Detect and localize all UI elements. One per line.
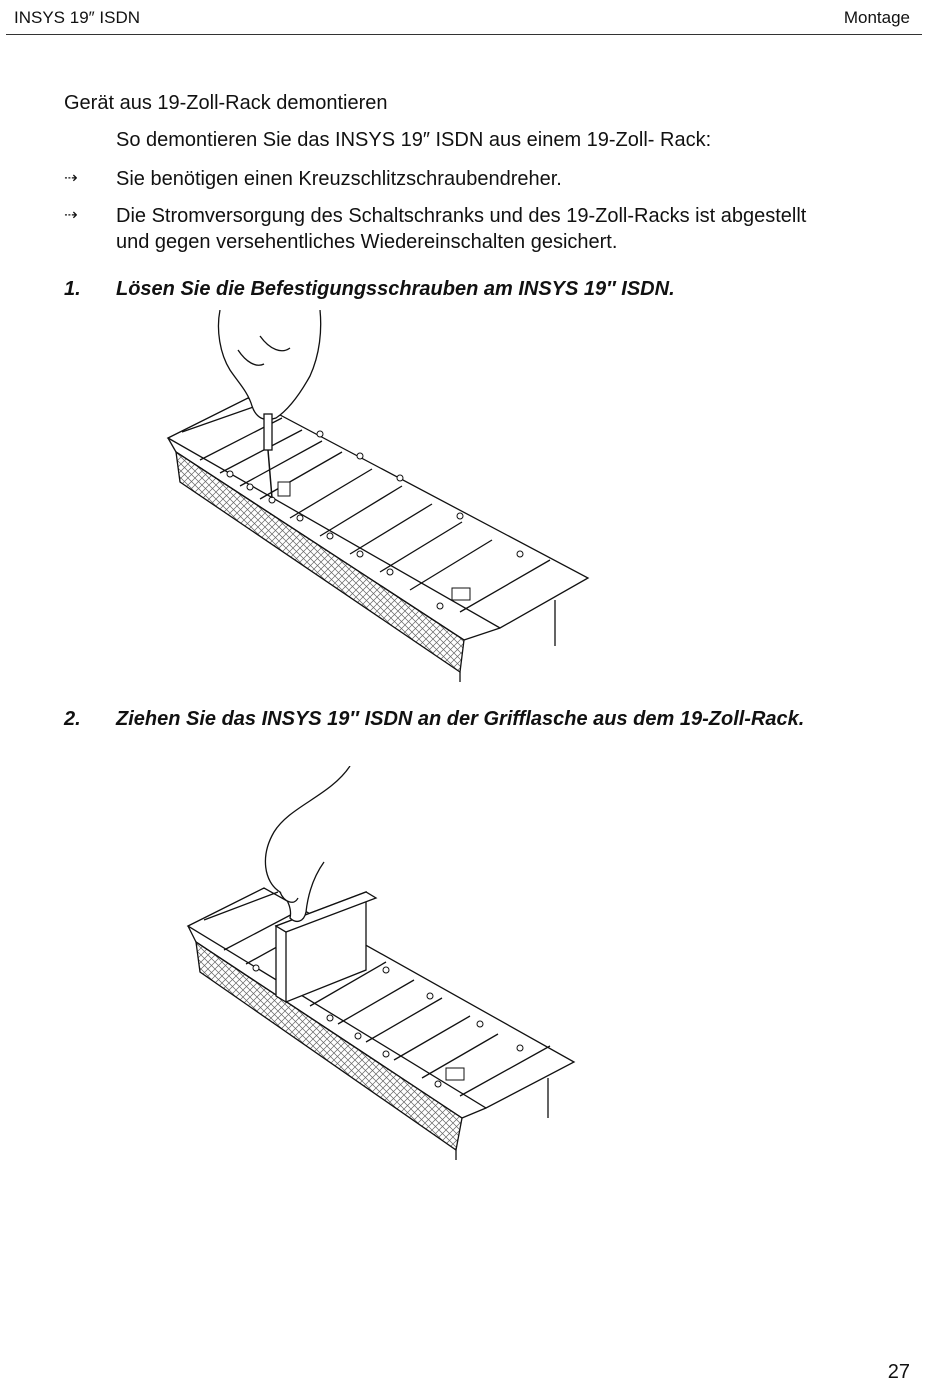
header-chapter: Montage [843,8,910,27]
rack-pull-out-illustration [180,766,590,1166]
prerequisite-text: Die Stromversorgung des Schaltschranks und des 19-Zoll-Racks ist abgestellt und gegen versehentliches Wiedereinschalten gesichert. [116,205,807,253]
section-intro: So demontieren Sie das INSYS 19″ ISDN aus einem 19-Zoll- Rack: [116,129,712,151]
rack-screwdriver-illustration [160,310,600,690]
step-number: 2. [64,708,81,730]
step-text: Ziehen Sie das INSYS 19″ ISDN an der Grifflasche aus dem 19-Zoll-Rack. [116,708,805,730]
header-product-name: INSYS 19″ ISDN [14,8,141,27]
dotted-arrow-icon: ⇢ [64,170,78,187]
step-item [64,276,864,303]
prerequisite-text: Sie benötigen einen Kreuzschlitzschraubendreher. [116,168,562,190]
page-number: 27 [887,1361,910,1383]
prerequisite-item [64,166,824,192]
section-title: Gerät aus 19-Zoll-Rack demontieren [64,92,388,114]
step-item [64,706,864,733]
dotted-arrow-icon: ⇢ [64,207,78,224]
prerequisite-item [64,203,824,255]
header-divider [6,34,922,35]
step-text: Lösen Sie die Befestigungsschrauben am INSYS 19″ ISDN. [116,278,675,300]
step-number: 1. [64,278,81,300]
